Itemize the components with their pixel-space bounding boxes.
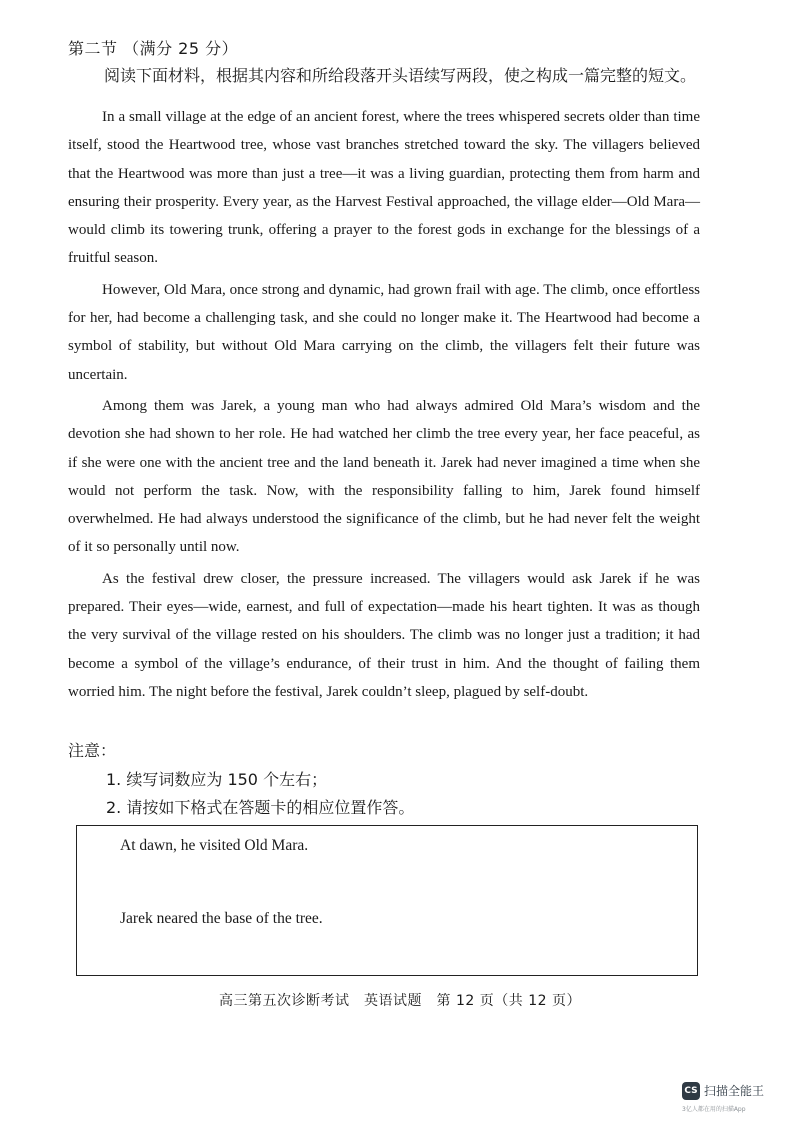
paragraph-opener-2: Jarek neared the base of the tree. xyxy=(120,910,323,927)
passage-paragraph-3: Among them was Jarek, a young man who had always admired Old Mara’s wisdom and the devotion she had shown to her role. He had watched her climb the tree every year, her face peaceful, as if she were one with the ancient tree and the land beneath it. Jarek had never imagined a time when she would not perform the task. Now, with the responsibility falling to him, Jarek found himself overwhelmed. He had always understood the significance of the climb, but he had never felt the weight of it so personally until now. xyxy=(68,397,700,556)
scanner-watermark xyxy=(682,1082,786,1118)
notes-title: 注意： xyxy=(68,741,117,760)
section-title: 第二节 （满分 25 分） xyxy=(68,39,239,58)
passage-paragraph-1: In a small village at the edge of an ancient forest, where the trees whispered secrets older than time itself, stood the Heartwood tree, whose vast branches stretched toward the sky. The villagers believed that the Heartwood was more than just a tree—it was a living guardian, protecting them from harm and ensuring their prosperity. Every year, as the Harvest Festival approached, the village elder—Old Mara—would climb its towering trunk, offering a prayer to the forest gods in exchange for the blessings of a fruitful season. xyxy=(68,109,700,267)
paragraph-opener-1: At dawn, he visited Old Mara. xyxy=(120,837,309,854)
note-item-format: 2. 请按如下格式在答题卡的相应位置作答。 xyxy=(106,798,415,817)
passage-paragraph-4: As the festival drew closer, the pressure increased. The villagers would ask Jarek if he was prepared. Their eyes—wide, earnest, and full of expectation—made his heart tighten. It was as though the very survival of the village rested on his shoulders. The climb was no longer just a tradition; it had become a symbol of the village’s endurance, of their trust in him. And the thought of failing them worried him. The night before the festival, Jarek couldn’t sleep, plagued by self-doubt. xyxy=(68,570,700,700)
note-item-word-count: 1. 续写词数应为 150 个左右； xyxy=(106,770,328,789)
answer-format-box xyxy=(76,825,698,976)
watermark-app-name: 扫描全能王 xyxy=(704,1084,765,1098)
watermark-tagline: 3亿人都在用的扫描App xyxy=(682,1106,746,1113)
instruction-text: 阅读下面材料，根据其内容和所给段落开头语续写两段，使之构成一篇完整的短文。 xyxy=(104,66,697,85)
page-footer: 高三第五次诊断考试 英语试题 第 12 页（共 12 页） xyxy=(219,993,581,1009)
reading-passage xyxy=(68,103,700,709)
passage-paragraph-2: However, Old Mara, once strong and dynamic, had grown frail with age. The climb, once effortless for her, had become a challenging task, and she could no longer make it. The Heartwood had become a symbol of stability, but without Old Mara carrying on the climb, the villagers felt their future was uncertain. xyxy=(68,281,700,383)
camscanner-logo-icon: CS xyxy=(682,1082,700,1100)
